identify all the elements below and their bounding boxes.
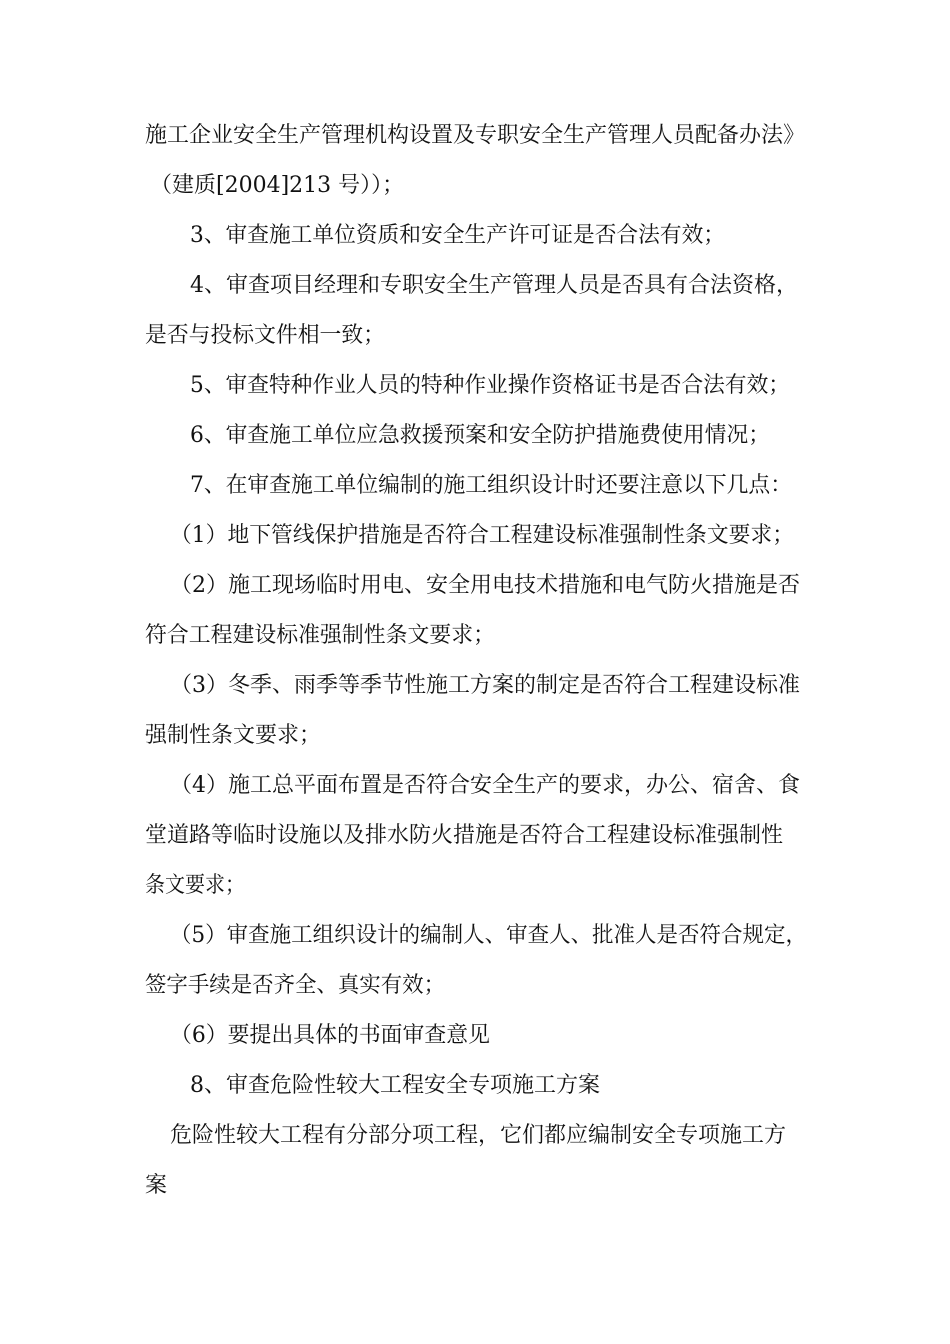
text-line-21: 危险性较大工程有分部分项工程，它们都应编制安全专项施工方 [170,1123,787,1148]
text-line-22: 案 [145,1173,168,1198]
text-line-1: 施工企业安全生产管理机构设置及专职安全生产管理人员配备办法》 [145,123,806,148]
text-line-11: 符合工程建设标准强制性条文要求； [145,623,496,648]
text-line-2: （建质[2004]213 号））； [150,173,405,198]
text-line-9: （1）地下管线保护措施是否符合工程建设标准强制性条文要求； [170,523,794,548]
text-line-16: 条文要求； [145,873,246,898]
text-line-12: （3）冬季、雨季等季节性施工方案的制定是否符合工程建设标准 [170,673,800,698]
text-line-6: 5、审查特种作业人员的特种作业操作资格证书是否合法有效； [190,373,790,398]
text-line-14: （4）施工总平面布置是否符合安全生产的要求，办公、宿舍、食 [170,773,800,798]
text-line-20: 8、审查危险性较大工程安全专项施工方案 [190,1073,600,1098]
text-line-15: 堂道路等临时设施以及排水防火措施是否符合工程建设标准强制性 [145,823,784,848]
text-line-3: 3、审查施工单位资质和安全生产许可证是否合法有效； [190,223,725,248]
text-line-10: （2）施工现场临时用电、安全用电技术措施和电气防火措施是否 [170,573,800,598]
text-line-13: 强制性条文要求； [145,723,322,748]
text-line-5: 是否与投标文件相一致； [145,323,386,348]
text-line-18: 签字手续是否齐全、真实有效； [145,973,446,998]
text-line-8: 7、在审查施工单位编制的施工组织设计时还要注意以下几点： [190,473,792,498]
text-line-7: 6、审查施工单位应急救援预案和安全防护措施费使用情况； [190,423,770,448]
text-line-17: （5）审查施工组织设计的编制人、审查人、批准人是否符合规定， [170,923,807,948]
text-line-4: 4、审查项目经理和专职安全生产管理人员是否具有合法资格， [190,273,798,298]
text-line-19: （6）要提出具体的书面审查意见 [170,1023,490,1048]
